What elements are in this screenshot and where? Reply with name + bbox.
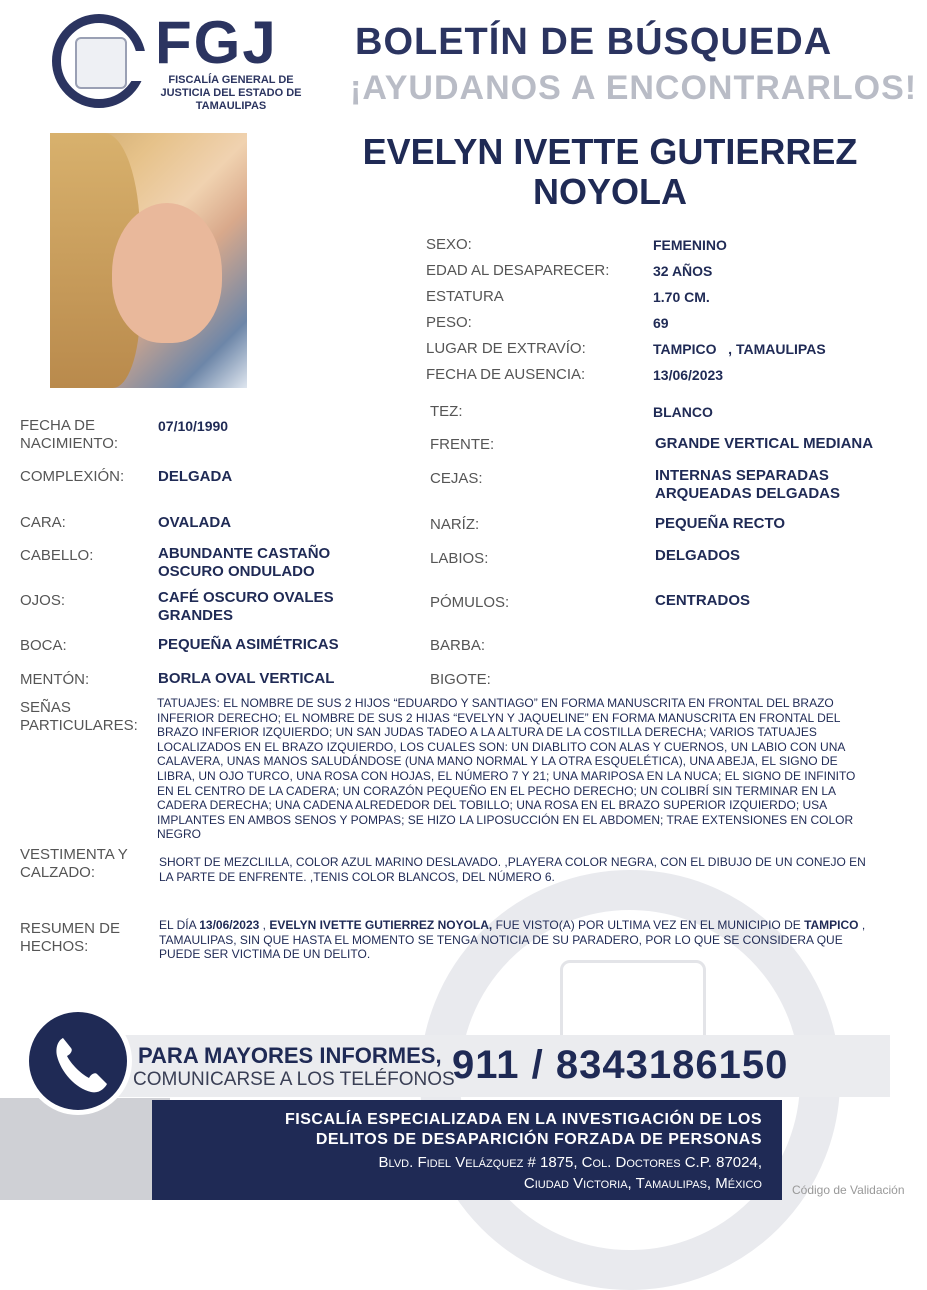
label-fecha-nacimiento <box>20 417 118 453</box>
value-ojos-line1: CAFÉ OSCURO OVALES <box>158 589 334 606</box>
person-name-line2: NOYOLA <box>532 171 687 212</box>
label-tez: TEZ: <box>430 403 463 420</box>
label-barba: BARBA: <box>430 637 486 654</box>
label-senas-line1: SEÑAS <box>20 699 71 716</box>
fgj-logo-subtitle: FISCALÍA GENERAL DE JUSTICIA DEL ESTADO DE TAMAULIPAS <box>160 74 302 112</box>
field-label-peso: PESO: <box>426 314 472 331</box>
label-vestimenta-line2: CALZADO: <box>20 864 96 881</box>
field-value-lugar: TAMPICO , TAMAULIPAS <box>653 341 826 357</box>
value-pomulos: CENTRADOS <box>655 592 751 609</box>
value-complexion: DELGADA <box>158 468 233 485</box>
state-shield-icon <box>75 37 127 89</box>
label-frente: FRENTE: <box>430 436 495 453</box>
footer-address-line1: Blvd. Fidel Velázquez # 1875, Col. Doctores C.P. 87024, <box>378 1154 762 1171</box>
contact-line1: PARA MAYORES INFORMES, <box>138 1043 442 1068</box>
resumen-part1: EL DÍA <box>159 918 200 932</box>
value-cabello-line2: OSCURO ONDULADO <box>158 563 315 580</box>
value-cejas-line2: ARQUEADAS DELGADAS <box>655 485 841 502</box>
contact-phone-number: 911 / 8343186150 <box>452 1043 789 1087</box>
phone-icon <box>24 1007 132 1115</box>
label-complexion: COMPLEXIÓN: <box>20 468 125 485</box>
person-name-line1: EVELYN IVETTE GUTIERREZ <box>362 131 858 172</box>
bulletin-title: BOLETÍN DE BÚSQUEDA <box>355 21 833 63</box>
resumen-part2: , <box>259 918 270 932</box>
field-value-fecha-ausencia: 13/06/2023 <box>653 367 724 383</box>
label-resumen <box>20 920 120 956</box>
label-vestimenta <box>20 846 128 882</box>
value-labios: DELGADOS <box>655 547 741 564</box>
field-label-lugar: LUGAR DE EXTRAVÍO: <box>426 340 586 357</box>
footer-address-line2: Ciudad Victoria, Tamaulipas, México <box>523 1175 762 1192</box>
field-value-sexo: FEMENINO <box>653 237 727 253</box>
value-nariz: PEQUEÑA RECTO <box>655 515 786 532</box>
resumen-name: EVELYN IVETTE GUTIERREZ NOYOLA, <box>269 918 493 932</box>
field-value-estatura: 1.70 CM. <box>653 289 710 305</box>
label-senas-line2: PARTICULARES: <box>20 717 138 734</box>
label-cara: CARA: <box>20 514 66 531</box>
field-label-estatura: ESTATURA <box>426 288 504 305</box>
fgj-logo-seal <box>52 14 146 108</box>
value-cejas <box>655 467 840 503</box>
footer-office-name <box>170 1110 762 1150</box>
footer-office-line1: FISCALÍA ESPECIALIZADA EN LA INVESTIGACIÓN DE LOS <box>285 1111 762 1128</box>
value-cabello <box>158 545 330 581</box>
field-value-peso: 69 <box>653 315 669 331</box>
value-cejas-line1: INTERNAS SEPARADAS <box>655 467 829 484</box>
value-ojos <box>158 589 334 625</box>
validation-code-label: Código de Validación <box>792 1183 905 1197</box>
resumen-date: 13/06/2023 <box>199 918 260 932</box>
field-value-edad: 32 AÑOS <box>653 263 713 279</box>
resumen-part3: FUE VISTO(A) POR ULTIMA VEZ EN EL MUNICIPIO DE <box>492 918 805 932</box>
resumen-part4: , TAMAULIPAS, SIN QUE HASTA EL MOMENTO SE TENGA NOTICIA DE SU PARADERO, POR LO QUE SE CONSIDERA QUE PUEDE SER VICTIMA DE UN DELITO. <box>159 918 866 962</box>
label-vestimenta-line1: VESTIMENTA Y <box>20 846 128 863</box>
person-photo <box>50 133 247 388</box>
value-cara: OVALADA <box>158 514 232 531</box>
label-cejas: CEJAS: <box>430 470 483 487</box>
value-cabello-line1: ABUNDANTE CASTAÑO <box>158 545 331 562</box>
resumen-city: TAMPICO <box>804 918 859 932</box>
value-boca: PEQUEÑA ASIMÉTRICAS <box>158 636 339 653</box>
senas-text: TATUAJES: EL NOMBRE DE SUS 2 HIJOS “EDUARDO Y SANTIAGO” EN FORMA MANUSCRITA EN FRONTAL DEL BRAZO INFERIOR DERECHO; EL NOMBRE DE SUS 2 HIJAS “EVELYN Y JAQUELINE” EN FORMA MANUSCRITA EN FRONTAL DEL BRAZO INFERIOR IZQUIERDO; UN SAN JUDAS TADEO A LA ALTURA DE LA COSTILLA DERECHA; VARIOS TATUAJES LOCALIZADOS EN EL BRAZO IZQUIERDO, LOS CUALES SON: UN DIABLITO CON ALAS Y CUERNOS, UN LABIO CON UNA CALAVERA, UNAS MANOS SALUDÁNDOSE (UNA MANO NORMAL Y LA OTRA ESQUELÉTICA), UNA ABEJA, EL SIGNO DE LIBRA, UN OJO TURCO, UNA ROSA CON HOJAS, EL NÚMERO 7 Y 21; UNA MARIPOSA EN LA NUCA; EL SIGNO DE INFINITO EN EL CENTRO DE LA CADERA; UN CORAZÓN PEQUEÑO EN EL PECHO DERECHO; UN COLIBRÍ SIN TERMINAR EN LA CADERA DERECHA; UNA CADENA ALREDEDOR DEL TOBILLO; UNA ROSA EN EL BRAZO SUPERIOR IZQUIERDO; USA IMPLANTES EN AMBOS SENOS Y POMPAS; SE HIZO LA LIPOSUCCIÓN EN EL ABDOMEN; TRAE EXTENSIONES EN COLOR NEGRO <box>157 696 856 842</box>
label-ojos: OJOS: <box>20 592 66 609</box>
label-fecha-nacimiento-line2: NACIMIENTO: <box>20 435 119 452</box>
label-senas <box>20 699 138 735</box>
label-pomulos: PÓMULOS: <box>430 594 510 611</box>
value-fecha-nacimiento: 07/10/1990 <box>158 418 229 434</box>
label-fecha-nacimiento-line1: FECHA DE <box>20 417 96 434</box>
vestimenta-text: SHORT DE MEZCLILLA, COLOR AZUL MARINO DESLAVADO. ,PLAYERA COLOR NEGRA, CON EL DIBUJO DE UN CONEJO EN LA PARTE DE ENFRENTE. ,TENIS COLOR BLANCOS, DEL NÚMERO 6. <box>159 855 866 884</box>
field-label-sexo: SEXO: <box>426 236 472 253</box>
footer-office-line2: DELITOS DE DESAPARICIÓN FORZADA DE PERSONAS <box>315 1131 762 1148</box>
value-menton: BORLA OVAL VERTICAL <box>158 670 335 687</box>
footer-address <box>170 1152 762 1194</box>
label-cabello: CABELLO: <box>20 547 94 564</box>
value-tez: BLANCO <box>653 404 713 420</box>
bulletin-subtitle: ¡AYUDANOS A ENCONTRARLOS! <box>350 69 918 107</box>
fgj-logo-text: FGJ <box>155 9 278 76</box>
resumen-text <box>159 918 871 962</box>
value-frente: GRANDE VERTICAL MEDIANA <box>655 435 874 452</box>
label-resumen-line2: HECHOS: <box>20 938 89 955</box>
field-label-edad: EDAD AL DESAPARECER: <box>426 262 610 279</box>
contact-line2: COMUNICARSE A LOS TELÉFONOS <box>133 1069 455 1090</box>
label-boca: BOCA: <box>20 637 67 654</box>
person-name <box>340 132 880 212</box>
label-labios: LABIOS: <box>430 550 489 567</box>
label-bigote: BIGOTE: <box>430 671 491 688</box>
value-ojos-line2: GRANDES <box>158 607 234 624</box>
field-label-fecha-ausencia: FECHA DE AUSENCIA: <box>426 366 586 383</box>
label-menton: MENTÓN: <box>20 671 90 688</box>
label-nariz: NARÍZ: <box>430 516 480 533</box>
label-resumen-line1: RESUMEN DE <box>20 920 121 937</box>
